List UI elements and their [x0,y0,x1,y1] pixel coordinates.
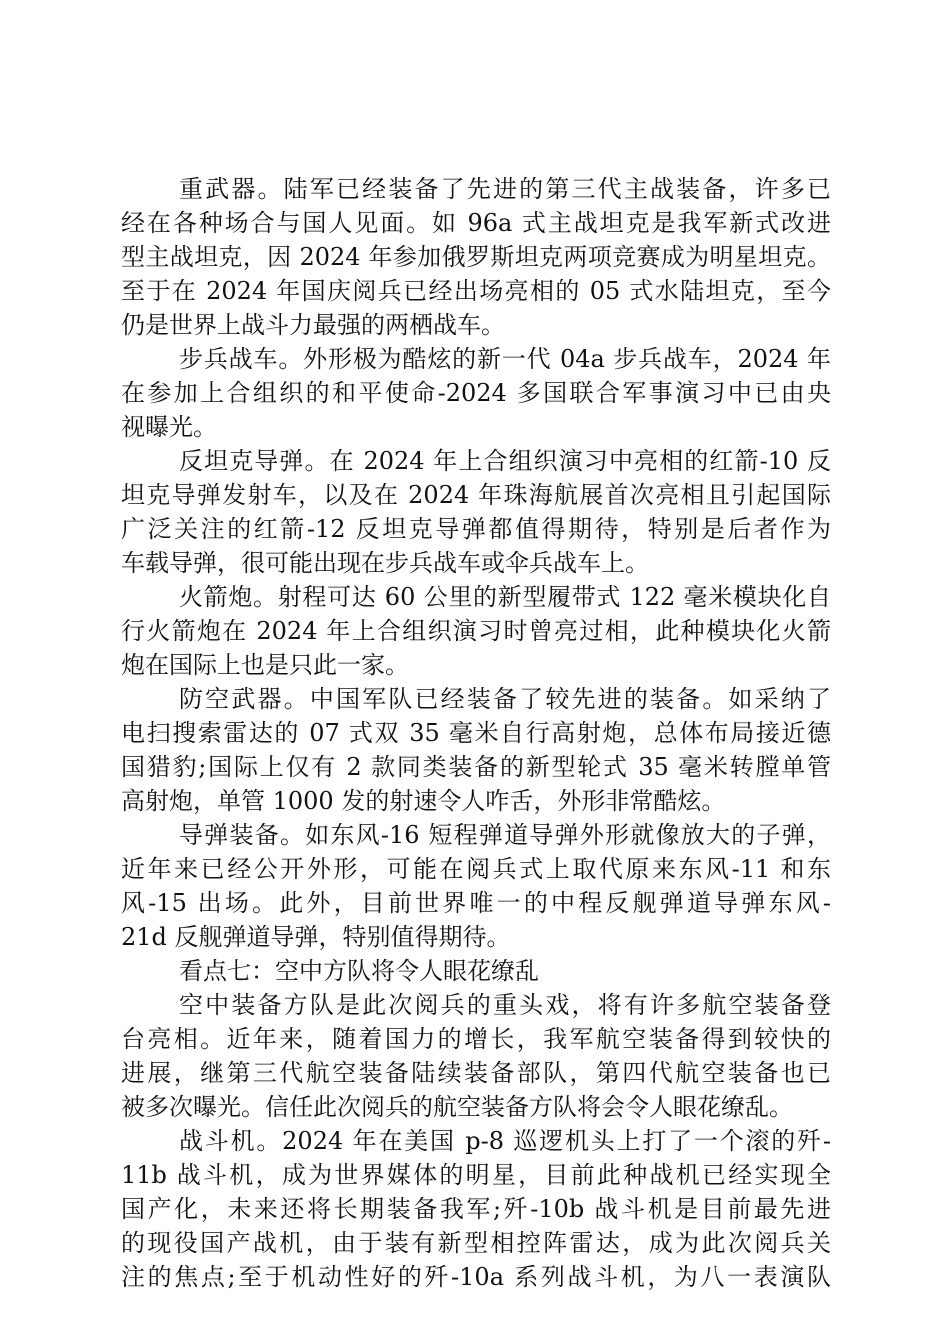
text-line: 高射炮，单管 1000 发的射速令人咋舌，外形非常酷炫。 [121,787,726,815]
text-line: 被多次曝光。信任此次阅兵的航空装备方队将会令人眼花缭乱。 [121,1093,793,1121]
text-line: 在参加上合组织的和平使命-2024 多国联合军事演习中已由央 [121,379,831,407]
text-line: 重武器。陆军已经装备了先进的第三代主战装备，许多已 [179,175,831,203]
text-line: 步兵战车。外形极为酷炫的新一代 04a 步兵战车，2024 年 [179,345,831,373]
text-line: 反坦克导弹。在 2024 年上合组织演习中亮相的红箭-10 反 [179,447,831,475]
text-line: 电扫搜索雷达的 07 式双 35 毫米自行高射炮，总体布局接近德 [121,719,831,747]
text-line: 风-15 出场。此外，目前世界唯一的中程反舰弹道导弹东风- [121,889,831,917]
text-line: 防空武器。中国军队已经装备了较先进的装备。如采纳了 [179,685,831,713]
text-line: 车载导弹，很可能出现在步兵战车或伞兵战车上。 [121,549,649,577]
text-line: 至于在 2024 年国庆阅兵已经出场亮相的 05 式水陆坦克，至今 [121,277,831,305]
text-line: 国产化，未来还将长期装备我军;歼-10b 战斗机是目前最先进 [121,1195,831,1223]
text-line: 导弹装备。如东风-16 短程弹道导弹外形就像放大的子弹， [179,821,831,849]
text-line: 11b 战斗机，成为世界媒体的明星，目前此种战机已经实现全 [121,1161,831,1189]
text-line: 火箭炮。射程可达 60 公里的新型履带式 122 毫米模块化自 [179,583,831,611]
text-line: 21d 反舰弹道导弹，特别值得期待。 [121,923,511,951]
text-line: 的现役国产战机，由于装有新型相控阵雷达，成为此次阅兵关 [121,1229,831,1257]
text-line: 注的焦点;至于机动性好的歼-10a 系列战斗机，为八一表演队 [121,1263,831,1291]
document-body [121,172,831,1294]
text-line: 进展，继第三代航空装备陆续装备部队，第四代航空装备也已 [121,1059,831,1087]
text-line: 台亮相。近年来，随着国力的增长，我军航空装备得到较快的 [121,1025,831,1053]
text-line: 行火箭炮在 2024 年上合组织演习时曾亮过相，此种模块化火箭 [121,617,831,645]
text-line: 国猎豹;国际上仅有 2 款同类装备的新型轮式 35 毫米转膛单管 [121,753,831,781]
text-line: 广泛关注的红箭-12 反坦克导弹都值得期待，特别是后者作为 [121,515,831,543]
text-line: 战斗机。2024 年在美国 p-8 巡逻机头上打了一个滚的歼- [179,1127,831,1155]
text-line: 视曝光。 [121,413,217,441]
text-line: 经在各种场合与国人见面。如 96a 式主战坦克是我军新式改进 [121,209,831,237]
text-line: 近年来已经公开外形，可能在阅兵式上取代原来东风-11 和东 [121,855,831,883]
text-line: 炮在国际上也是只此一家。 [121,651,409,679]
text-line: 空中装备方队是此次阅兵的重头戏，将有许多航空装备登 [179,991,831,1019]
text-line: 仍是世界上战斗力最强的两栖战车。 [121,311,505,339]
text-line: 型主战坦克，因 2024 年参加俄罗斯坦克两项竞赛成为明星坦克。 [121,243,831,271]
text-line: 坦克导弹发射车，以及在 2024 年珠海航展首次亮相且引起国际 [121,481,831,509]
text-line: 看点七：空中方队将令人眼花缭乱 [179,957,539,985]
